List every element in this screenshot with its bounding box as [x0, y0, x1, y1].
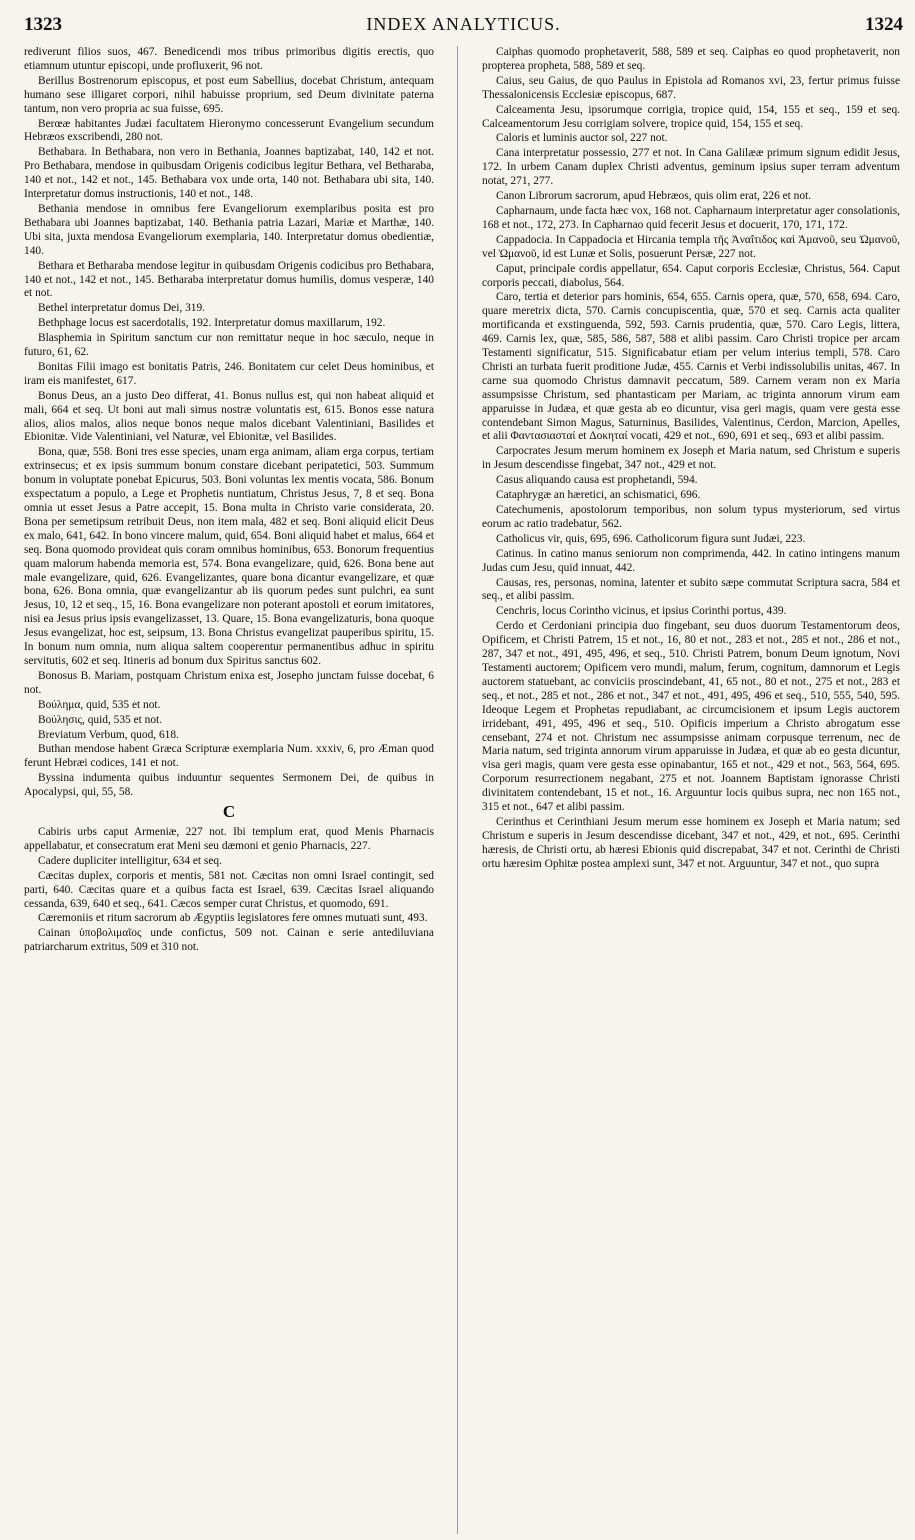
index-entry: Caloris et luminis auctor sol, 227 not. — [496, 132, 668, 145]
index-entry: Causas, res, personas, nomina, latenter et subito sæpe commutat Scriptura sacra, 584 et seq., et alibi passim. — [482, 576, 900, 603]
index-entry: Blasphemia in Spiritum sanctum cur non remittatur neque in hoc sæculo, neque in futuro, 61, 62. — [24, 332, 434, 359]
index-entry: Bethphage locus est sacerdotalis, 192. Interpretatur domus maxillarum, 192. — [38, 317, 386, 330]
index-entry: rediverunt filios suos, 467. Benedicendi mos tribus primoribus digitis erectis, quo etiamnum utuntur episcopi, unde profluxerit, 96 not. — [24, 46, 434, 72]
index-entry: Byssina indumenta quibus induuntur sequentes Sermonem Dei, de quibus in Apocalypsi, qui, 55, 58. — [24, 772, 434, 799]
index-entry: Bethara et Betharaba mendose legitur in quibusdam Origenis codicibus pro Bethabara, 140 et not., 142 et not., 145. Betharaba interpretatur domus humilis, domus vesperæ, 140 et not. — [24, 259, 434, 300]
index-entry: Caius, seu Gaius, de quo Paulus in Epistola ad Romanos xvi, 23, fertur primus fuisse Thessalonicensis Ecclesiæ episcopus, 687. — [482, 74, 900, 101]
index-entry: Berillus Bostrenorum episcopus, et post eum Sabellius, docebat Christum, antequam humano sese illigaret corpori, nihil habuisse proprium, sed Deum divinitate paterna tantum, non vero propria ac sua fuisse, 695. — [24, 74, 434, 115]
index-entry: Catechumenis, apostolorum temporibus, non solum typus mysteriorum, sed virtus eorum ac ratio tradebatur, 562. — [482, 504, 900, 530]
page-number-right: 1324 — [865, 14, 903, 35]
index-entry: Berœæ habitantes Judæi facultatem Hieronymo concesserunt Evangelium secundum Hebræos exscribendi, 280 not. — [24, 117, 434, 144]
index-entry: Carpocrates Jesum merum hominem ex Joseph et Maria natum, sed Christum e superis in Jesum descendisse fingebat, 347 not., 429 et not. — [482, 445, 900, 472]
index-entry: Cabiris urbs caput Armeniæ, 227 not. Ibi templum erat, quod Menis Pharnacis appellabatur, et consecratum erat Meni seu dæmoni et genio Pharnacis, 227. — [24, 826, 434, 852]
left-column — [24, 46, 434, 1534]
index-entry: Cainan ὑποβολιμαῖος unde confictus, 509 not. Cainan e serie antediluviana patriarcharum extritus, 509 et 310 not. — [24, 927, 434, 954]
index-entry: Bonus Deus, an a justo Deo differat, 41. Bonus nullus est, qui non habeat aliquid et mali, 664 et seq. Ut boni aut mali simus nostræ voluntatis est, 615. Bonos esse natura alios, alios malos, alios neque bonos neque malos dicebant Valentiniani, Basilides et Ebionitæ. Vide Valentiniani, vel Naturæ, vel Ebionitæ, vel Basilides. — [24, 389, 434, 444]
section-letter: C — [222, 802, 236, 822]
index-entry: Catinus. In catino manus seniorum non comprimenda, 442. In catino intingens manum Judas cum Jesu, quid innuat, 442. — [482, 547, 900, 574]
index-entry: Cæremoniis et ritum sacrorum ab Ægyptiis legislatores fere omnes mutuati sunt, 493. — [38, 912, 428, 925]
index-entry: Cappadocia. In Cappadocia et Hircania templa τῆς Ἀναΐτιδος καὶ Ἀμανοῦ, seu Ὠμανοῦ, vel Ὡμανοῦ, id est Lunæ et Solis, posuerunt Persæ, 227 not. — [482, 233, 900, 260]
column-divider — [457, 46, 458, 1534]
index-entry: Caiphas quomodo prophetaverit, 588, 589 et seq. Caiphas eo quod prophetaverit, non propterea propheta, 588, 589 et seq. — [482, 46, 900, 72]
index-entry: Caput, principale cordis appellatur, 654. Caput corporis Ecclesiæ, Christus, 564. Caput corporis peccati, diabolus, 564. — [482, 262, 900, 289]
index-entry: Buthan mendose habent Græca Scripturæ exemplaria Num. xxxiv, 6, pro Æman quod ferunt Hebræi codices, 141 et not. — [24, 743, 434, 770]
index-entry: Cerdo et Cerdoniani principia duo fingebant, seu duos duorum Testamentorum deos, Opificem, et Christi Patrem, 15 et not., 16, 80 et not., 283 et not., 285 et not., 286 et not., 287, 347 et not., 491, 495, 496, et seq., 510. Christi Patrem, bonum Deum ignotum, Novi Testamenti auctorem; Opificem vero mundi, malum, ferum, cognitum, damnorum et Legis auctorem statuebant, ac conviciis proscindebant, 41, 65 not., 80 et not., 275 et not., 283 et seq., et not., 285 et not., 286 et not., 347 et not., 491, 495, 496 et seq., 510, 555, 540, 595. Ideoque Legem et Prophetas repudiabant, ac circumcisionem et ipsum Legis auctorem irridebant, 491, 495, 496 et seq., 510. Opificis imperium a Christo abrogatum esse censebant, 274 et not. Christum nec assumpsisse animam corpusque terrenum, nec de Maria natum, sed triginta annorum virum apparuisse in Judæa, et quæ ab eo gesta dicuntur, visa geri magis, quam vere gesta esse opinabantur, 165 et not., 429 et not., 563, 564, 695. Corporum resurrectionem negabant, 275 et not. Joannem Baptistam ignorasse Christi divinitatem contendebant, 15 et not., 16. Arguuntur locis quibus supra, nec non 165 not., 315 et not., 647 et alibi passim. — [482, 620, 900, 814]
index-entry: Bethabara. In Bethabara, non vero in Bethania, Joannes baptizabat, 140, 142 et not. Pro Bethabara, mendose in quibusdam Origenis codicibus legitur Bethara, vel Betharaba, 140 et not., 142 et not., 145. Bethabara vox unde orta, 140 not. Bethabara ubi sita, 140. Interpretatur domus instructionis, 140 et not., 148. — [24, 146, 434, 201]
index-entry: Βούλησις, quid, 535 et not. — [38, 713, 163, 726]
index-entry: Bonosus B. Mariam, postquam Christum enixa est, Josepho junctam fuisse docebat, 6 not. — [24, 669, 434, 696]
index-entry: Cana interpretatur possessio, 277 et not. In Cana Galilææ primum signum edidit Jesus, 172. In urbem Canam duplex Christi adventus, geminum ipsius super terram adventum notat, 271, 277. — [482, 147, 900, 188]
index-entry: Bethania mendose in omnibus fere Evangeliorum exemplaribus posita est pro Bethabara ubi Joannes baptizabat, 140. Bethania patria Lazari, Mariæ et Marthæ, 140. Ubi sita, juxta mendosa Evangeliorum exemplaria, 140. Interpretatur domus obedientiæ, 140. — [24, 202, 434, 257]
index-entry: Catholicus vir, quis, 695, 696. Catholicorum figura sunt Judæi, 223. — [496, 532, 806, 545]
index-entry: Canon Librorum sacrorum, apud Hebræos, quis olim erat, 226 et not. — [496, 190, 812, 203]
index-entry: Cadere dupliciter intelligitur, 634 et seq. — [38, 854, 222, 867]
page-title: INDEX ANALYTICUS. — [366, 14, 561, 34]
index-entry: Βούλημα, quid, 535 et not. — [38, 698, 161, 711]
index-entry: Bona, quæ, 558. Boni tres esse species, unam erga animam, aliam erga corpus, tertiam extrinsecus; et ex ipsis summum bonum constare dicebant peripatetici, 503. Summum bonum in voluptate ponebat Epicurus, 503. Boni voluntas lex mentis vocata, 586. Bonum exspectatum a populo, a Lege et Prophetis nuntiatum, Christus Jesus, 7, 8 et seq. Bona omnia ut esset Jesus a Patre accepit, 15. Bona multa in Christo varie considerata, 20. Bona per semetipsum retribuit Deus, non item mala, 482 et seq. Boni aliquid elicit Deus ex malo, 641, 642. In bono vincere malum, quid, 654. Boni aliquid habet et malus, 664 et seq. Bona quomodo provideat quis coram omnibus hominibus, 653. Bonorum frequentius quam malorum habenda memoria est, 574. Bona evangelizare, quid, 626. Bona bene aut male evangelizare, quid, 626. Evangelizantes, quare bona dicantur evangelizare, et quæ bona, 626. Bona omnia, quæ evangelizantur ab iis quorum pedes sunt pulchri, ea sunt Jesus, 10, 12 et seq., 15, 16. Bona evangelizare non poterant apostoli et eorum imitatores, nisi ea Jesus prius ipsis evangelizasset, 13. Quare, 15. Bona evangelizaturis, bona quoque Jesus evangelizat, hoc est, seipsum, 13. Bona Christus evangelizat pauperibus spiritu, 15. In bonum num omnia, num aliqua saltem cooperentur permanentibus adhuc in spiritu servitutis, 602 et seq. Itineris ad bonum dux Spiritus sanctus 602. — [24, 446, 434, 667]
index-entry: Bethel interpretatur domus Dei, 319. — [38, 302, 206, 315]
index-entry: Bonitas Filii imago est bonitatis Patris, 246. Bonitatem cur celet Deus hominibus, et iram eis manifestet, 617. — [24, 360, 434, 387]
index-entry: Capharnaum, unde facta hæc vox, 168 not. Capharnaum interpretatur ager consolationis, 168 et not., 172, 273. In Capharnao quid fecerit Jesus et docuerit, 170, 171, 172. — [482, 204, 900, 231]
index-entry: Calceamenta Jesu, ipsorumque corrigia, tropice quid, 154, 155 et seq., 159 et seq. Calceamentorum Jesu corrigiam solvere, tropice quid, 154, 155 et seq. — [482, 103, 900, 130]
page-number-left: 1323 — [24, 14, 62, 35]
index-entry: Breviatum Verbum, quod, 618. — [38, 728, 179, 741]
right-column — [482, 46, 900, 1534]
index-entry: Caro, tertia et deterior pars hominis, 654, 655. Carnis opera, quæ, 570, 658, 694. Caro, quare meretrix dicta, 570. Carnis concupiscentia, quæ, 570 et seq. Carnis acta qualiter mortificanda et exstinguenda, 592, 593. Carnis prudentia, quæ, 570. Caro Legis, littera, 469. Carnis lex, quæ, 585, 586, 587, 588 et alibi passim. Caro Christi tropice per arcam Testamenti significatur, 515. Significabatur etiam per velum interius templi, 578. Caro Christi an turbata fuerit proditione Judæ, 455. Carnis et Verbi indissolubilis unitas, 467. In carne sua quomodo Christus damnavit peccatum, 589. Carnem veram non ex Maria assumpsisse Christum, sed phantasticam per Mariam, ac triginta annorum virum eam apparuisse in Judæa, et quæ gesta ab eo dicuntur, visa geri magis, quam vere gesta esse contendebant Simon Magus, Saturninus, Basilides, Valentinus, Cerdon, Marcion, Apelles, et alii Φαντασιασταί et Δοκηταί vocati, 429 et not., 690, 691 et seq., 693 et alibi passim. — [482, 291, 900, 443]
index-entry: Cenchris, locus Corintho vicinus, et ipsius Corinthi portus, 439. — [496, 605, 787, 618]
index-entry: Casus aliquando causa est prophetandi, 594. — [496, 474, 698, 487]
index-entry: Cataphrygæ an hæretici, an schismatici, 696. — [496, 489, 701, 502]
index-entry: Cerinthus et Cerinthiani Jesum merum esse hominem ex Joseph et Maria natum; sed Christum e superis in Jesum descendisse dicebant, 347 et not., 429, et not., 695. Cerinthi hæresis, de Christi ortu, ab hæresi Ebionis quid discrepabat, 347 et not. Cerinthi de Christi ortu hæresim Ophitæ postea amplexi sunt, 347 et not. Arguuntur, 347 et not., quo supra — [482, 815, 900, 870]
index-entry: Cæcitas duplex, corporis et mentis, 581 not. Cæcitas non omni Israel contingit, sed parti, 640. Cæcitas quare et a quibus facta est Israel, 639. Cæcitas Israel aliquando cessanda, 639, 640 et seq., 641. Cæcos semper curat Christus, et quomodo, 691. — [24, 869, 434, 910]
page-header — [24, 14, 903, 40]
